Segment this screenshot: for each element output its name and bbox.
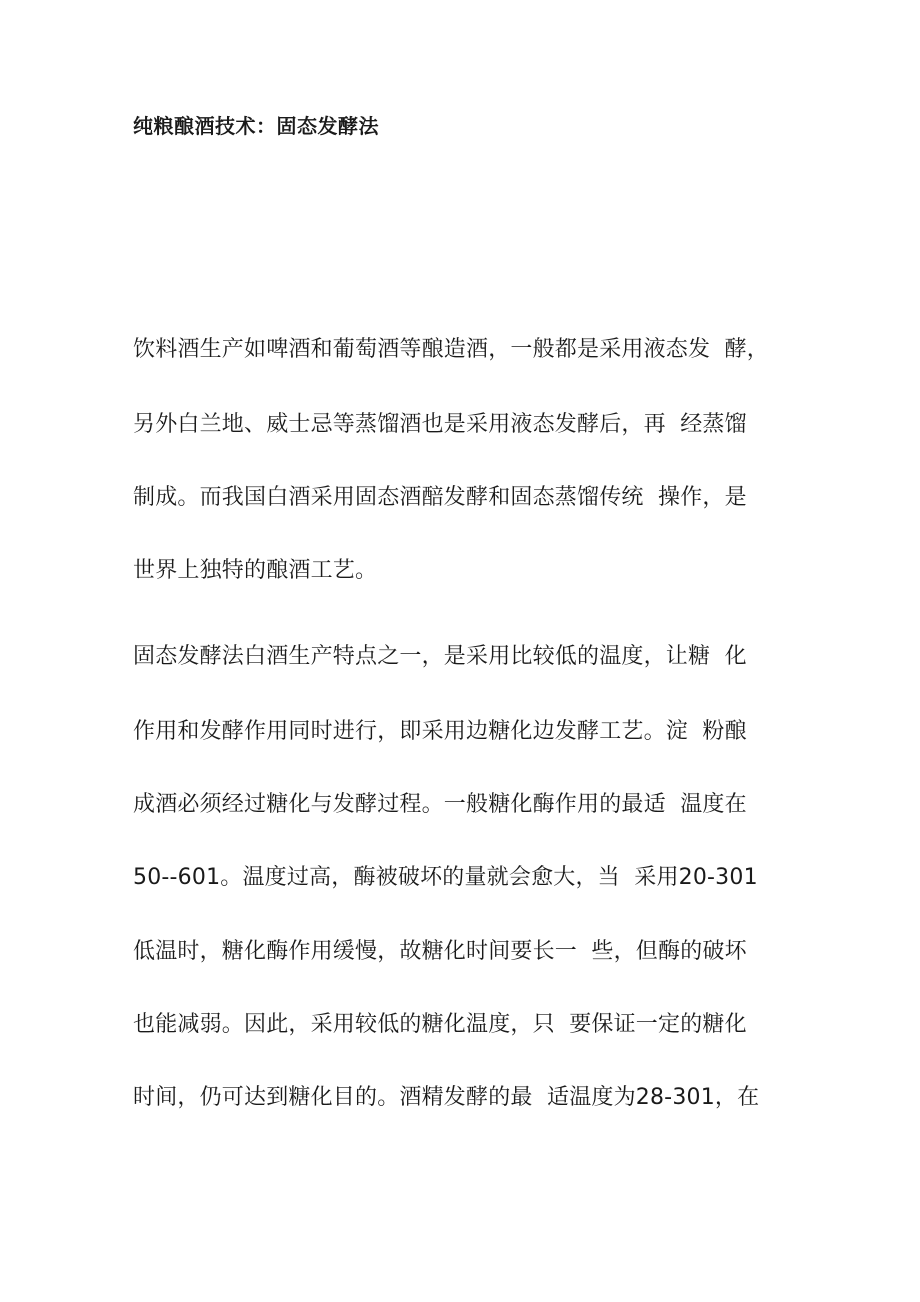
text-line: 饮料酒生产如啤酒和葡萄酒等酿造酒，一般都是采用液态发 酵， bbox=[133, 337, 769, 362]
text-line: 时间，仍可达到糖化目的。酒精发酵的最 适温度为28-301，在 bbox=[133, 1085, 760, 1110]
text-line: 也能减弱。因此，采用较低的糖化温度，只 要保证一定的糖化 bbox=[133, 1012, 747, 1037]
text-line: 固态发酵法白酒生产特点之一，是采用比较低的温度，让糖 化 bbox=[133, 644, 747, 669]
text-line: 50--601。温度过高，酶被破坏的量就会愈大，当 采用20-301 bbox=[133, 865, 758, 890]
document-title: 纯粮酿酒技术：固态发酵法 bbox=[133, 114, 379, 138]
text-line: 成酒必须经过糖化与发酵过程。一般糖化酶作用的最适 温度在 bbox=[133, 792, 747, 817]
text-line: 作用和发酵作用同时进行，即采用边糖化边发酵工艺。淀 粉酿 bbox=[133, 719, 747, 744]
text-line: 世界上独特的酿酒工艺。 bbox=[133, 558, 378, 583]
text-line: 低温时，糖化酶作用缓慢，故糖化时间要长一 些，但酶的破坏 bbox=[133, 939, 747, 964]
text-line: 制成。而我国白酒采用固态酒醅发酵和固态蒸馏传统 操作，是 bbox=[133, 485, 747, 510]
text-line: 另外白兰地、威士忌等蒸馏酒也是采用液态发酵后，再 经蒸馏 bbox=[133, 412, 747, 437]
